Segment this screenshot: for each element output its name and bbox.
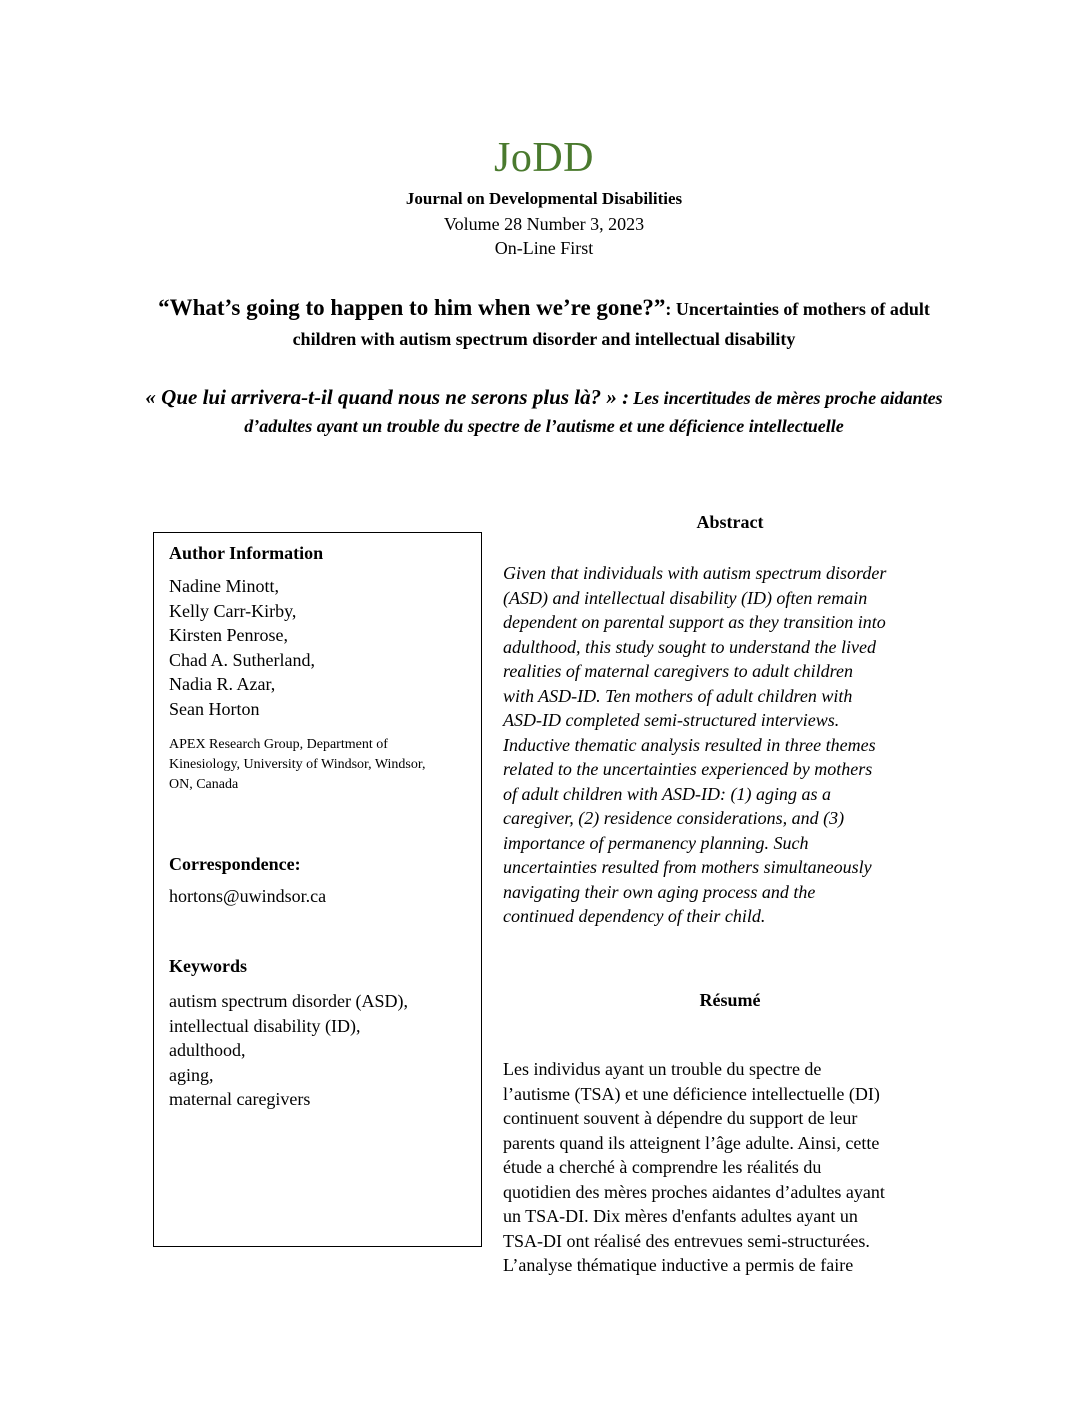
abstract-line: Inductive thematic analysis resulted in three themes [503,734,876,755]
article-title-english [140,294,948,355]
abstract-line: (ASD) and intellectual disability (ID) often remain [503,587,868,608]
abstract-line: Given that individuals with autism spectrum disorder [503,563,887,583]
resume-heading: Résumé [699,990,761,1010]
keyword: autism spectrum disorder (ASD), [169,991,408,1011]
author-name: Chad A. Sutherland, [169,649,315,670]
title-fr-subtitle: Les incertitudes de mères proche aidantes d’adultes ayant un trouble du spectre de l’autisme et une déficience intellectuelle [244,388,943,436]
author-name: Nadia R. Azar, [169,674,276,694]
resume-line: TSA-DI ont réalisé des entrevues semi-structurées. [503,1230,870,1251]
affiliation-line: ON, Canada [169,777,239,792]
affiliation-line: Kinesiology, University of Windsor, Windsor, [169,757,426,772]
abstract-line: with ASD-ID. Ten mothers of adult children with [503,685,853,706]
author-information-box [153,532,482,1247]
resume-line: étude a cherché à comprendre les réalités du [503,1157,822,1177]
journal-name: Journal on Developmental Disabilities [405,189,683,208]
abstract-line: continued dependency of their child. [503,906,766,926]
abstract-line: dependent on parental support as they transition into [503,612,886,632]
abstract-line: related to the uncertainties experienced by mothers [503,759,873,779]
resume-text [503,1057,963,1282]
title-en-subtitle: : Uncertainties of mothers of adult children with autism spectrum disorder and intellectual disability [292,299,930,349]
volume-issue: Volume 28 Number 3, 2023 [443,214,645,234]
title-fr-quote: « Que lui arrivera-t-il quand nous ne serons plus là? » : [145,385,630,409]
abstract-line: importance of permanency planning. Such [503,832,809,853]
correspondence-heading: Correspondence: [169,854,301,874]
abstract-line: navigating their own aging process and the [503,881,816,902]
keyword-list [169,989,466,1112]
publication-status: On-Line First [494,238,594,258]
keyword: adulthood, [169,1040,246,1060]
correspondence-email: hortons@uwindsor.ca [169,886,327,906]
keyword: intellectual disability (ID), [169,1015,361,1036]
resume-line: Les individus ayant un trouble du spectre de [503,1059,822,1079]
keyword: maternal caregivers [169,1089,311,1109]
author-name: Kirsten Penrose, [169,625,288,645]
abstract-line: ASD-ID completed semi-structured interviews. [503,710,840,730]
abstract-line: realities of maternal caregivers to adult children [503,661,853,681]
title-en-quote: “What’s going to happen to him when we’re gone?” [158,295,666,320]
affiliation-line: APEX Research Group, Department of [169,737,388,752]
resume-line: l’autisme (TSA) et une déficience intellectuelle (DI) [503,1083,880,1104]
journal-logo: JoDD [493,135,594,181]
keywords-heading: Keywords [169,956,247,976]
author-name: Kelly Carr-Kirby, [169,600,297,621]
keyword: aging, [169,1064,214,1085]
abstract-heading: Abstract [696,512,764,532]
resume-line: quotidien des mères proches aidantes d’adultes ayant [503,1181,885,1202]
author-info-heading: Author Information [169,543,324,563]
resume-line: continuent souvent à dépendre du support de leur [503,1108,858,1128]
author-list [169,574,466,721]
abstract-line: of adult children with ASD-ID: (1) aging as a [503,783,831,804]
resume-line: parents quand ils atteignent l’âge adulte. Ainsi, cette [503,1132,880,1153]
abstract-line: uncertainties resulted from mothers simultaneously [503,857,872,877]
abstract-line: adulthood, this study sought to understand the lived [503,636,876,657]
author-name: Nadine Minott, [169,576,279,596]
abstract-text [503,561,963,929]
abstract-line: caregiver, (2) residence considerations, and (3) [503,808,845,828]
resume-line: un TSA-DI. Dix mères d'enfants adultes ayant un [503,1206,858,1226]
affiliation [169,735,466,795]
resume-line: L’analyse thématique inductive a permis de faire [503,1255,854,1275]
author-name: Sean Horton [169,698,260,719]
article-title-french [130,384,958,441]
